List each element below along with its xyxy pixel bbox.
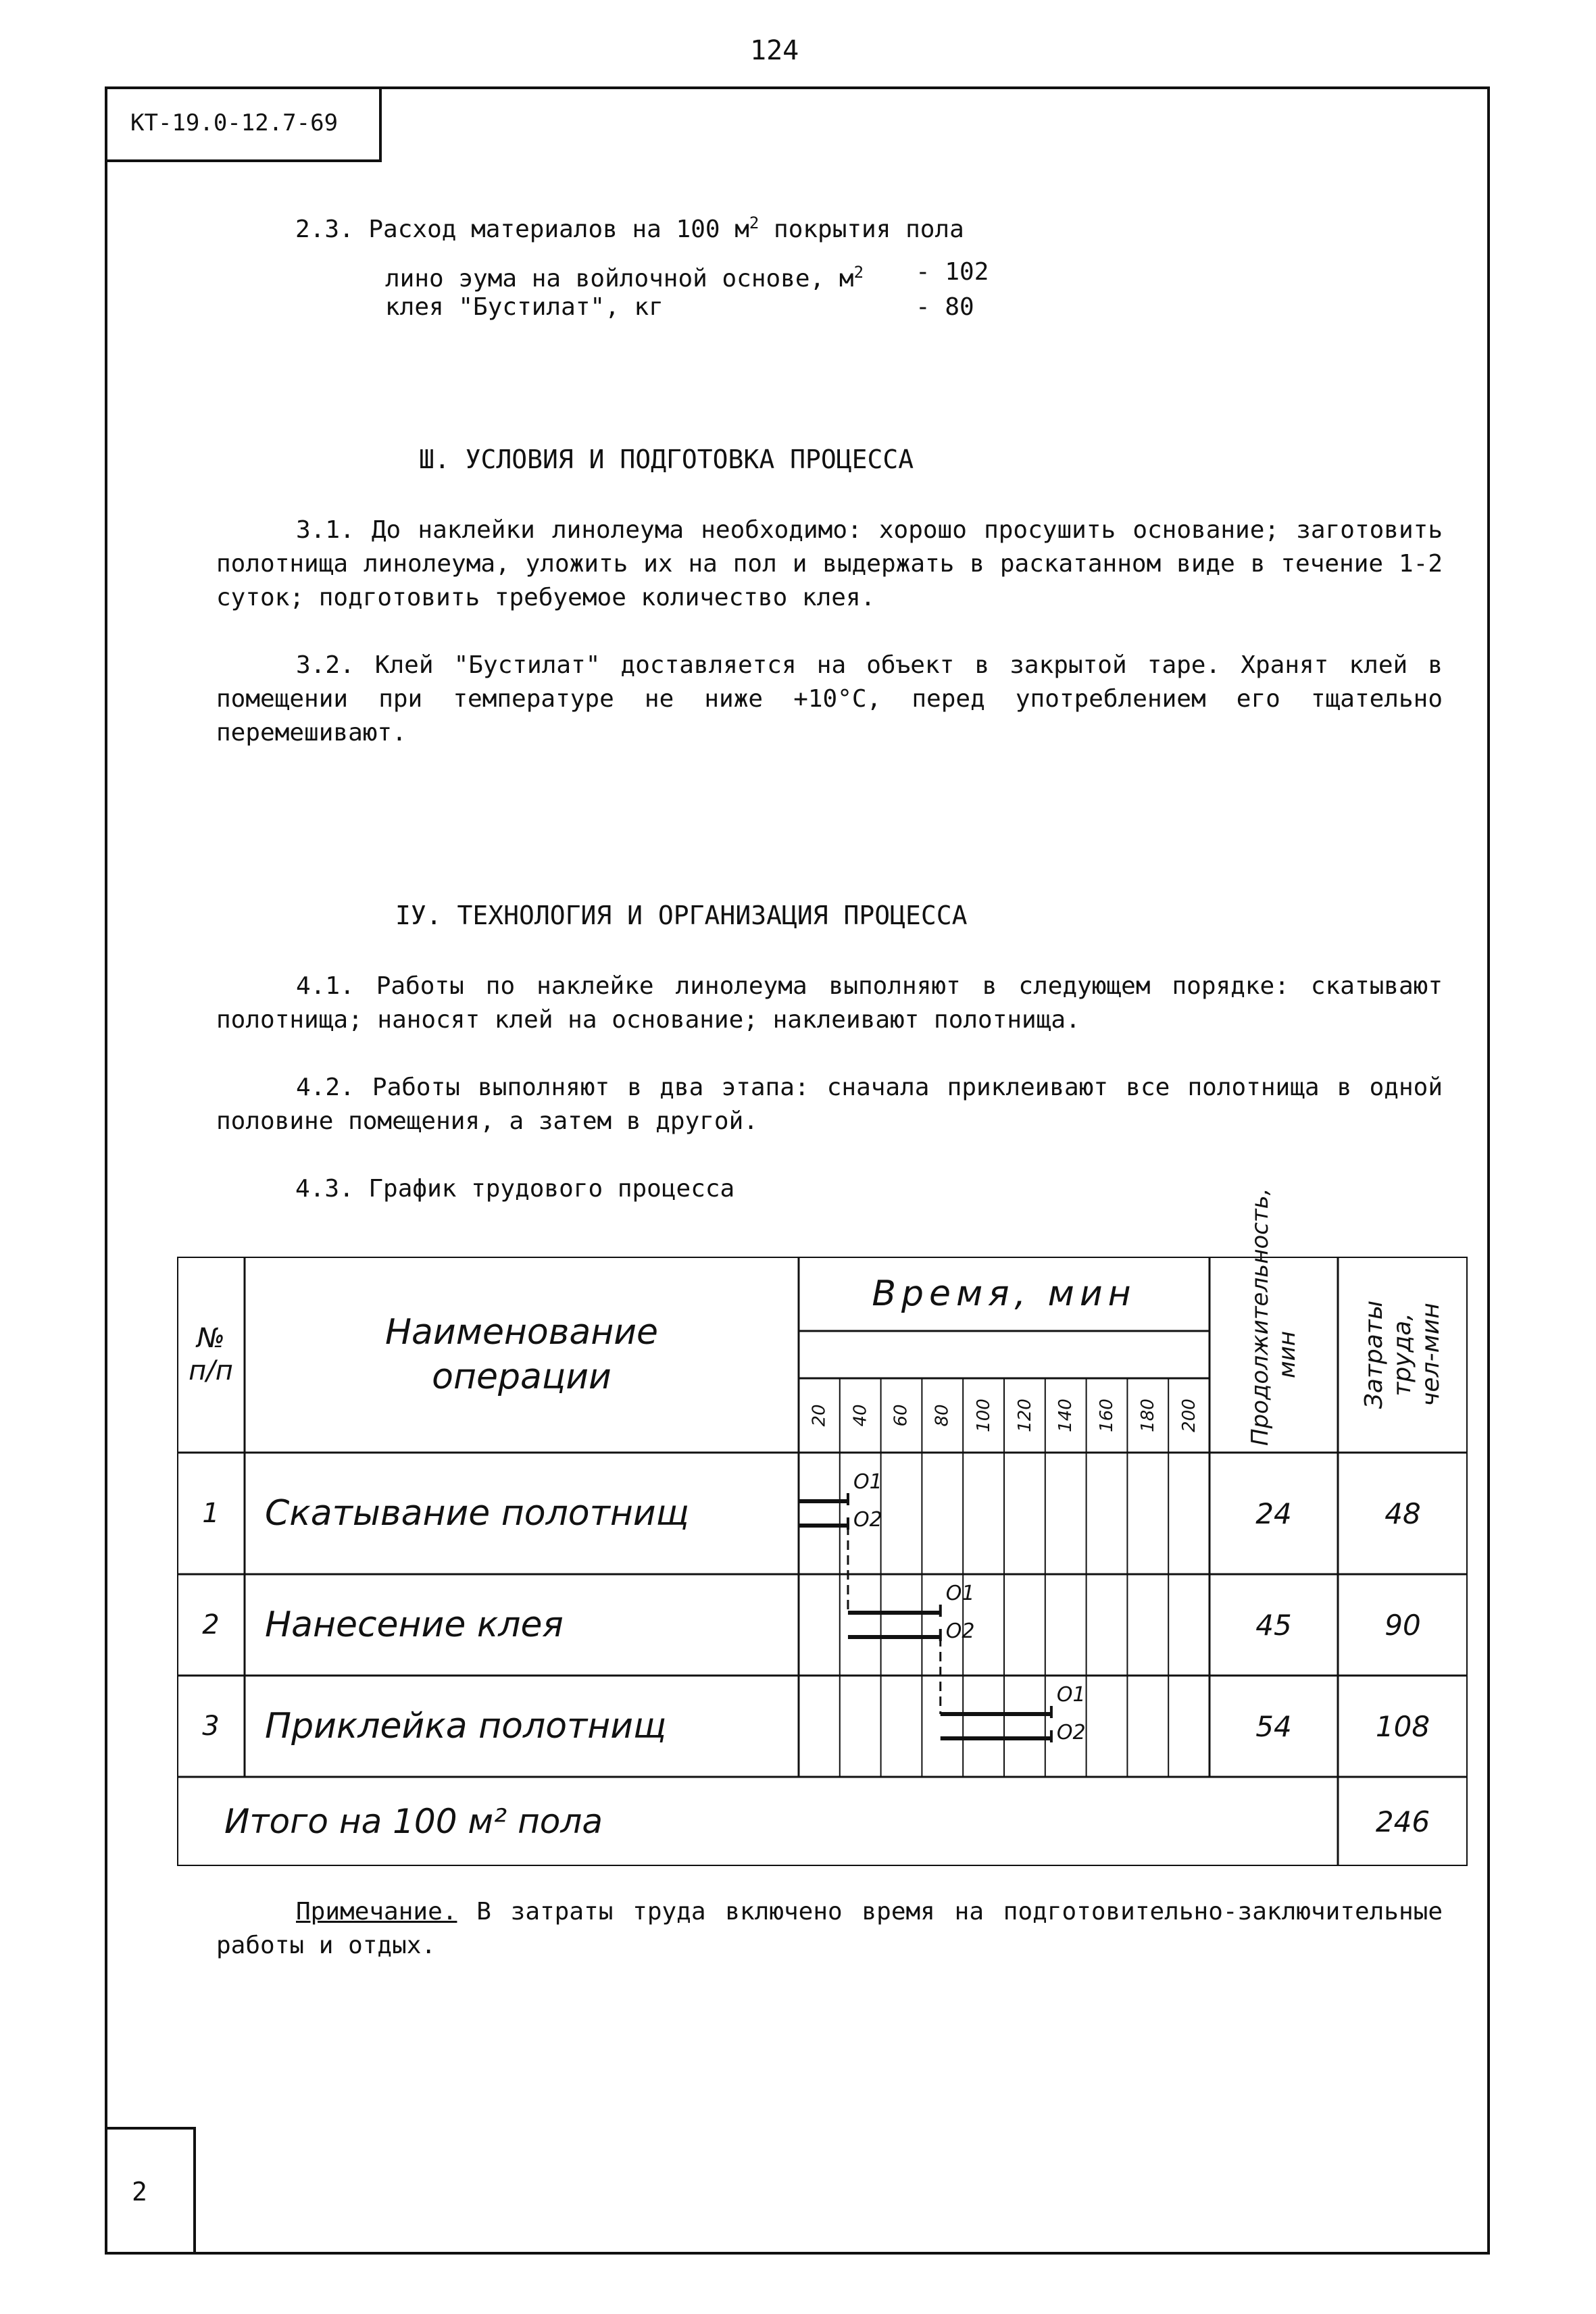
- tick-label: 120: [1014, 1399, 1035, 1432]
- row-3-labor: 108: [1375, 1709, 1430, 1743]
- row-3-worker-label: О2: [1056, 1721, 1086, 1744]
- tick-label: 60: [891, 1404, 912, 1427]
- section-4-paragraph-1: 4.1. Работы по наклейке линолеума выполняют в следующем порядке: скатывают полотнища; наносят клей на основание; наклеивают полотнища.: [216, 972, 1443, 1034]
- tick-label: 200: [1178, 1399, 1199, 1432]
- row-1-number: 1: [202, 1498, 220, 1529]
- page-number: 124: [750, 35, 799, 66]
- note-text: В затраты труда включено время на подготовительно-заключительные работы и отдых.: [216, 1898, 1443, 1959]
- row-2-name: Нанесение клея: [265, 1605, 564, 1645]
- row-3-number: 3: [202, 1711, 220, 1742]
- row-1-labor: 48: [1385, 1496, 1421, 1530]
- tick-label: 160: [1096, 1399, 1117, 1432]
- header-time: Время, мин: [872, 1274, 1137, 1314]
- header-number: № п/п: [189, 1323, 233, 1386]
- row-2-number: 2: [202, 1609, 220, 1640]
- note: [216, 1895, 1443, 1963]
- section-4-paragraph-3: 4.3. График трудового процесса: [295, 1175, 735, 1203]
- section-4-paragraph-2: 4.2. Работы выполняют в два этапа: сначала приклеивают все полотнища в одной половине помещения, а затем в другой.: [216, 1074, 1443, 1135]
- materials-item-linoleum: лино эума на войлочной основе, $м^2$: [385, 263, 864, 293]
- tick-label: 40: [850, 1404, 871, 1427]
- section-3-paragraph-2: 3.2. Клей "Бустилат" доставляется на объект в закрытой таре. Хранят клей в помещении при температуре не ниже +10°С, перед употреблением его тщательно перемешивают.: [216, 651, 1443, 747]
- section-4-heading: IУ. ТЕХНОЛОГИЯ И ОРГАНИЗАЦИЯ ПРОЦЕССА: [395, 901, 968, 930]
- tick-label: 180: [1137, 1399, 1158, 1432]
- tick-label: 100: [973, 1399, 994, 1432]
- section-3-paragraph-1: 3.1. До наклейки линолеума необходимо: хорошо просушить основание; заготовить полотнища линолеума, уложить их на пол и выдержать в раскатанном виде в течение 1-2 суток; подготовить требуемое количество клея.: [216, 516, 1443, 611]
- row-3-worker-label: О1: [1056, 1683, 1086, 1707]
- section-2-3-title: 2.3. Расход материалов на 100 $м^2$ покрытия пола: [295, 213, 964, 243]
- row-3-duration: 54: [1255, 1709, 1292, 1743]
- header-operation-name: Наименование операции: [384, 1312, 659, 1397]
- row-2-worker-label: О1: [945, 1582, 975, 1605]
- materials-item-glue: клея "Бустилат", кг: [385, 293, 664, 321]
- document-code: КТ-19.0-12.7-69: [105, 86, 382, 162]
- row-1-worker-label: О1: [853, 1470, 882, 1494]
- row-2-labor: 90: [1385, 1608, 1421, 1642]
- total-value: 246: [1375, 1805, 1430, 1838]
- note-label: Примечание.: [296, 1898, 457, 1926]
- row-3-name: Приклейка полотнищ: [265, 1706, 667, 1746]
- tick-label: 20: [809, 1404, 830, 1427]
- row-1-duration: 24: [1255, 1496, 1292, 1530]
- tick-label: 80: [932, 1404, 953, 1427]
- section-3-heading: Ш. УСЛОВИЯ И ПОДГОТОВКА ПРОЦЕССА: [419, 445, 914, 474]
- row-2-duration: 45: [1255, 1608, 1292, 1642]
- header-labor: Затраты труда, чел-мин: [1360, 1300, 1445, 1409]
- row-2-worker-label: О2: [945, 1619, 975, 1643]
- sheet-number: 2: [105, 2127, 196, 2255]
- tick-label: 140: [1055, 1399, 1076, 1432]
- row-1-worker-label: О2: [853, 1508, 882, 1532]
- total-label: Итого на 100 м² пола: [224, 1802, 603, 1841]
- row-1-name: Скатывание полотнищ: [265, 1493, 689, 1534]
- materials-value-linoleum: - 102: [916, 258, 989, 286]
- header-duration: Продолжительность, мин: [1247, 1188, 1301, 1446]
- materials-value-glue: - 80: [916, 293, 974, 321]
